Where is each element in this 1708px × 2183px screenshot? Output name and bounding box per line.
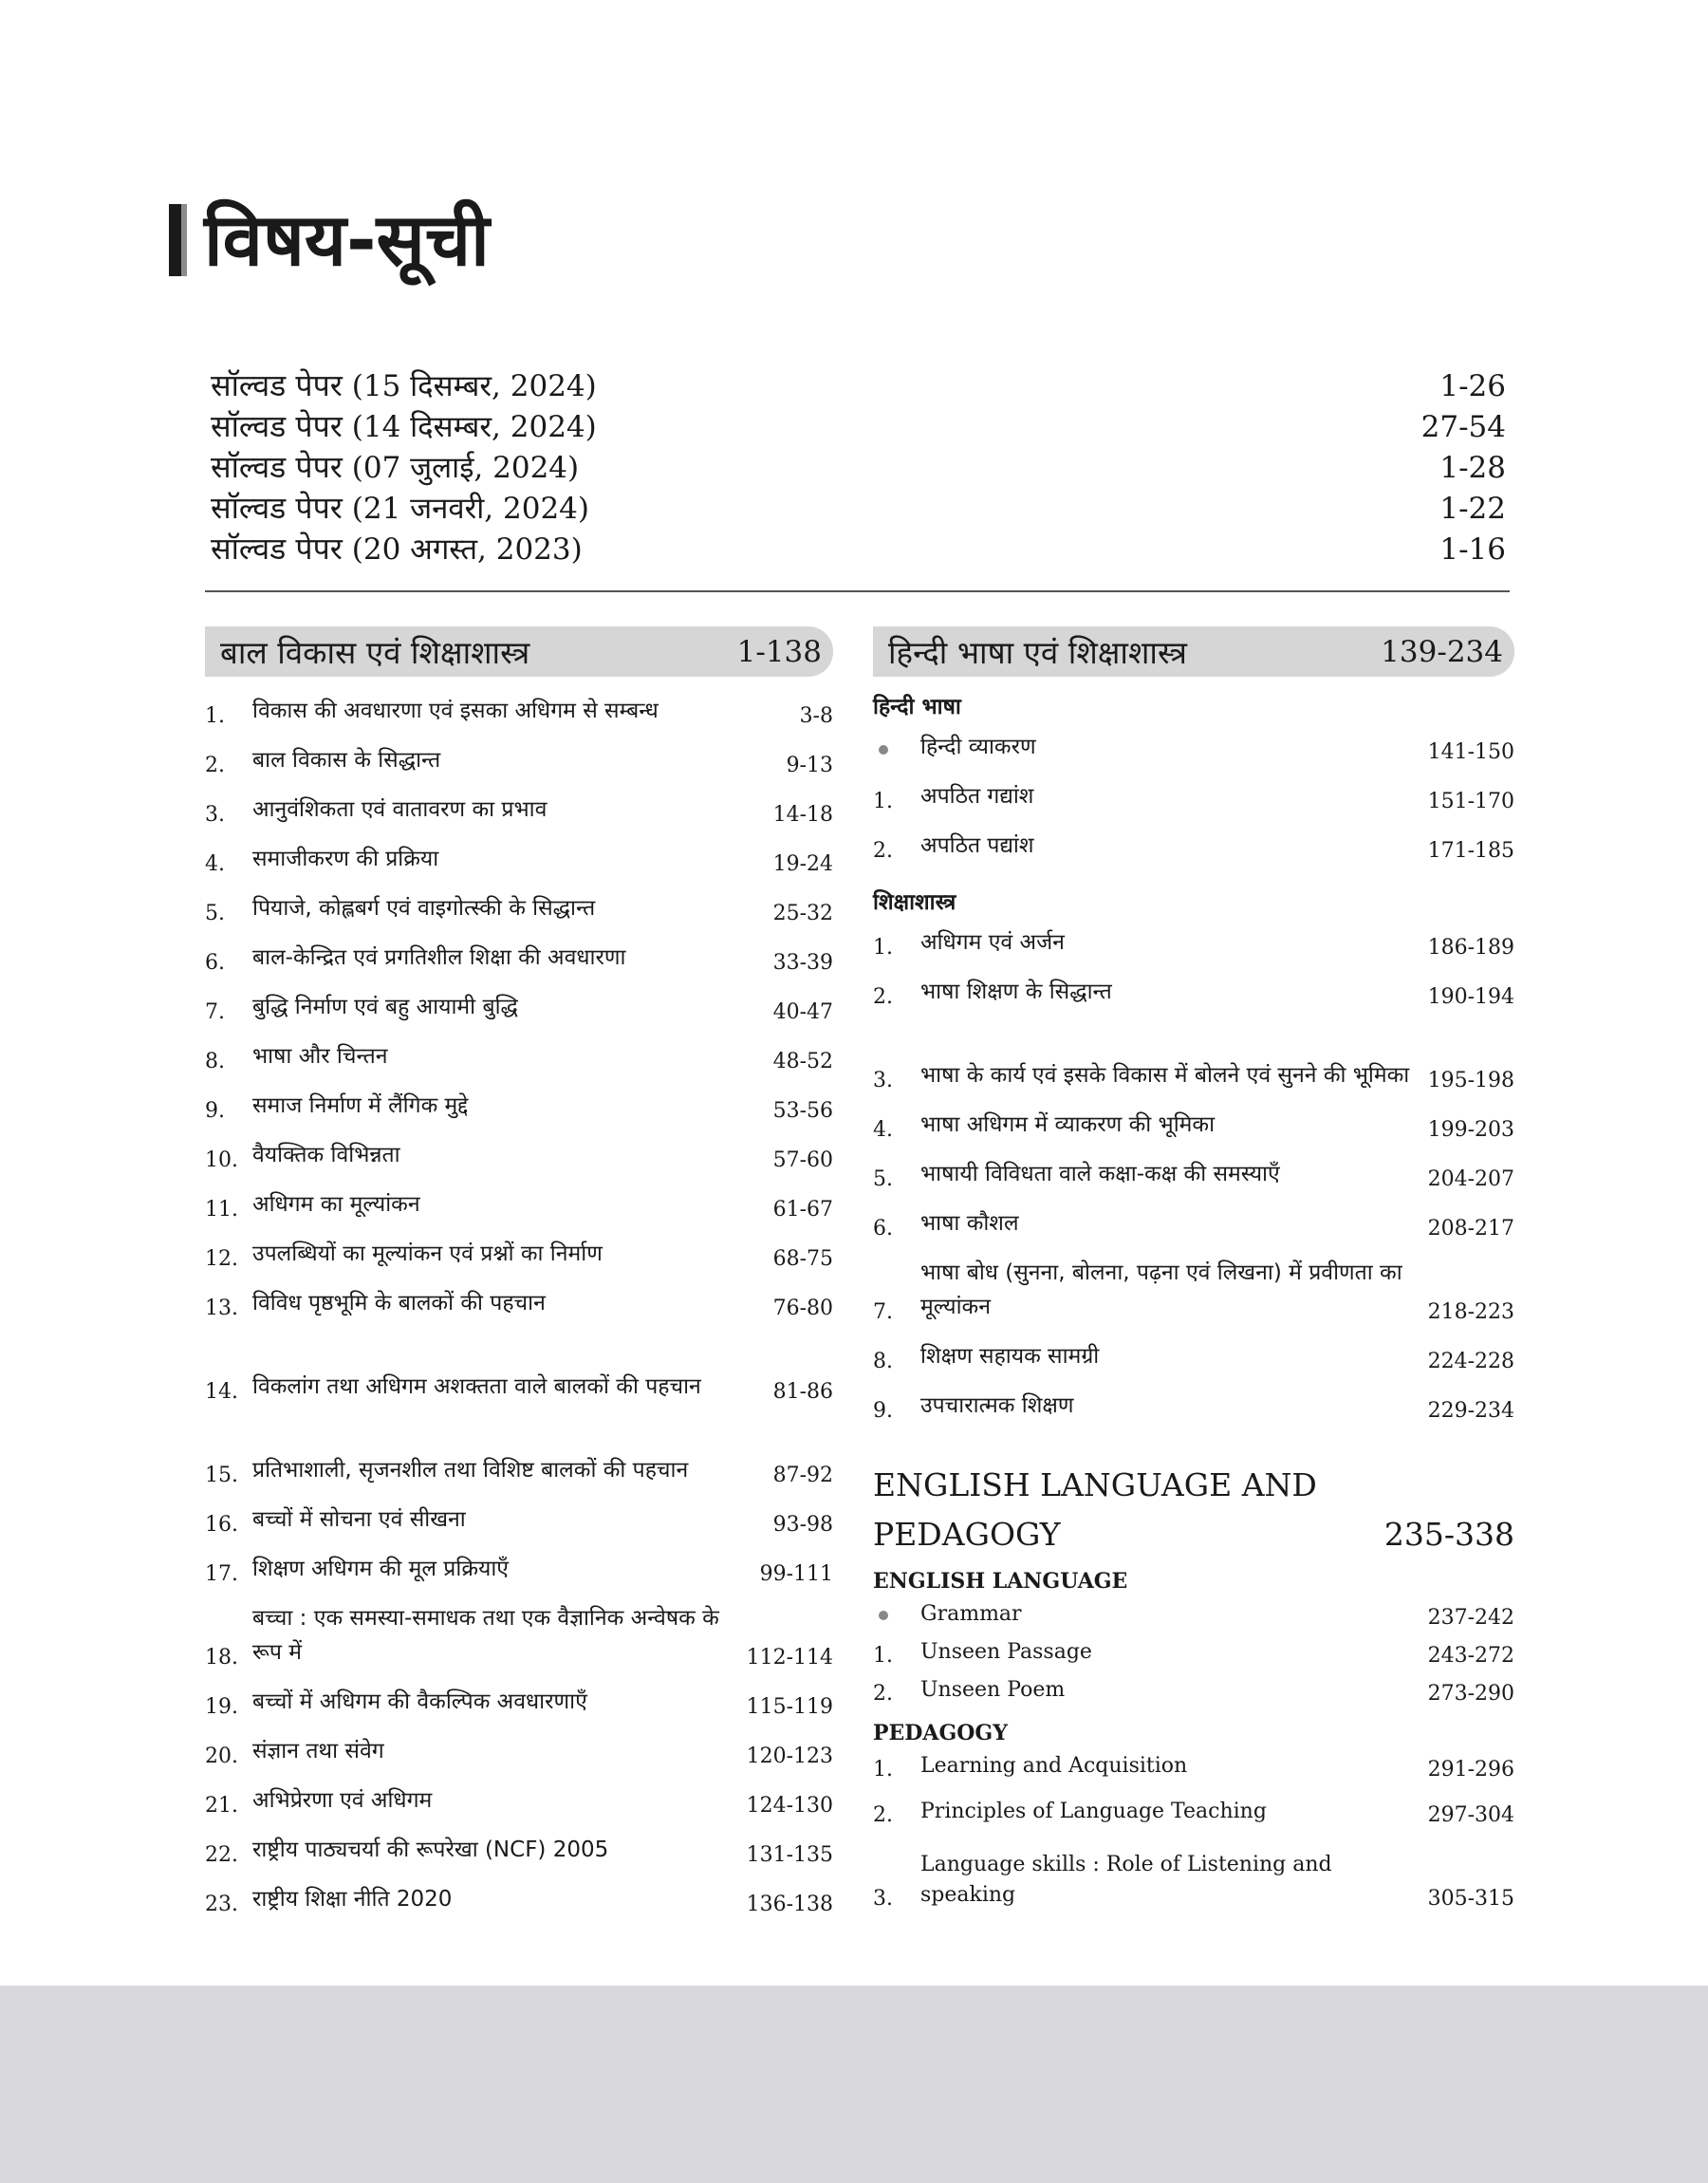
item-number: 9. <box>873 1399 893 1423</box>
item-pages: 195-198 <box>1427 1069 1514 1092</box>
list-item[interactable] <box>205 984 833 1034</box>
item-number: 3. <box>205 803 225 827</box>
english-title-line2: PEDAGOGY <box>873 1516 1061 1553</box>
item-pages: 124-130 <box>746 1794 833 1818</box>
item-number: 6. <box>205 951 225 975</box>
item-title: Principles of Language Teaching <box>920 1800 1267 1823</box>
english-title-line1: ENGLISH LANGUAGE AND <box>873 1466 1317 1503</box>
item-title: विविध पृष्ठभूमि के बालकों की पहचान <box>252 1291 546 1315</box>
item-number: 14. <box>205 1380 238 1404</box>
list-item[interactable] <box>205 1595 833 1679</box>
item-title: राष्ट्रीय शिक्षा नीति 2020 <box>252 1887 453 1912</box>
list-item[interactable] <box>873 1201 1514 1250</box>
item-pages: 14-18 <box>772 803 833 827</box>
section-header-child-development <box>205 626 833 677</box>
item-pages: 40-47 <box>772 1000 833 1024</box>
item-pages: 9-13 <box>786 754 833 777</box>
item-title: Unseen Poem <box>920 1678 1066 1702</box>
item-title: अभिप्रेरणा एवं अधिगम <box>252 1788 433 1813</box>
paper-label: सॉल्वड पेपर <box>211 490 343 526</box>
item-pages: 297-304 <box>1427 1803 1514 1827</box>
item-title: भाषा शिक्षण के सिद्धान्त <box>920 980 1112 1004</box>
item-number: 1. <box>873 1644 893 1668</box>
item-pages: 68-75 <box>772 1247 833 1271</box>
item-number: 15. <box>205 1464 238 1487</box>
item-title: Language skills : Role of Listening and speaking <box>920 1853 1332 1907</box>
item-number: 12. <box>205 1247 238 1271</box>
section-title: बाल विकास एवं शिक्षाशास्त्र <box>220 634 530 671</box>
list-item[interactable] <box>205 1728 833 1778</box>
list-item[interactable] <box>873 1383 1514 1432</box>
item-title: समाजीकरण की प्रक्रिया <box>252 847 439 871</box>
item-title: बाल-केन्द्रित एवं प्रगतिशील शिक्षा की अवधारणा <box>252 945 626 970</box>
item-title: संज्ञान तथा संवेग <box>252 1739 384 1763</box>
item-number: 8. <box>205 1050 225 1073</box>
paper-pages: 1-22 <box>1439 492 1506 526</box>
item-number: 23. <box>205 1893 238 1916</box>
item-title: बच्चा : एक समस्या-समाधक तथा एक वैज्ञानिक अन्वेषक के रूप में <box>252 1606 719 1665</box>
bullet-icon <box>873 1603 920 1630</box>
item-pages: 141-150 <box>1427 740 1514 764</box>
item-title: आनुवंशिकता एवं वातावरण का प्रभाव <box>252 797 548 822</box>
list-item[interactable] <box>205 1413 833 1497</box>
item-title: राष्ट्रीय पाठ्यचर्या की रूपरेखा (NCF) 2005 <box>252 1838 609 1862</box>
item-pages: 19-24 <box>772 852 833 876</box>
item-title: अपठित गद्यांश <box>920 784 1034 809</box>
list-item[interactable] <box>873 1673 1514 1711</box>
item-pages: 120-123 <box>746 1745 833 1768</box>
list-item[interactable] <box>205 688 833 737</box>
item-pages: 199-203 <box>1427 1118 1514 1142</box>
item-number: 9. <box>205 1099 225 1123</box>
item-pages: 115-119 <box>746 1695 833 1719</box>
list-item[interactable] <box>205 1330 833 1413</box>
item-title: शिक्षण अधिगम की मूल प्रक्रियाएँ <box>252 1557 510 1581</box>
item-number: 18. <box>205 1646 238 1670</box>
list-item[interactable] <box>873 1250 1514 1334</box>
item-title: विकास की अवधारणा एवं इसका अधिगम से सम्बन्ध <box>252 699 659 723</box>
paper-label: सॉल्वड पेपर <box>211 449 343 485</box>
item-pages: 224-228 <box>1427 1350 1514 1373</box>
left-items-list <box>205 688 833 1926</box>
item-number: 1. <box>873 1758 893 1782</box>
item-pages: 57-60 <box>772 1148 833 1172</box>
list-item[interactable] <box>873 1749 1514 1787</box>
list-item[interactable] <box>205 1778 833 1827</box>
item-number: 19. <box>205 1695 238 1719</box>
list-item[interactable] <box>873 1334 1514 1383</box>
item-title: अधिगम का मूल्यांकन <box>252 1192 420 1217</box>
paper-pages: 27-54 <box>1420 410 1506 444</box>
list-item[interactable] <box>873 823 1514 872</box>
list-item[interactable] <box>873 1151 1514 1201</box>
paper-date: (20 अगस्त, 2023) <box>351 532 583 567</box>
paper-row[interactable] <box>211 487 1506 528</box>
paper-label: सॉल्वड पेपर <box>211 367 343 403</box>
item-title: हिन्दी व्याकरण <box>920 735 1036 759</box>
item-number: 20. <box>205 1745 238 1768</box>
item-title: अधिगम एवं अर्जन <box>920 930 1065 955</box>
list-item[interactable] <box>205 737 833 787</box>
item-number: 1. <box>873 936 893 960</box>
item-pages: 229-234 <box>1427 1399 1514 1423</box>
paper-date: (15 दिसम्बर, 2024) <box>351 369 597 403</box>
list-item[interactable] <box>205 1497 833 1546</box>
item-number: 1. <box>873 790 893 813</box>
paper-row[interactable] <box>211 446 1506 487</box>
item-title: अपठित पद्यांश <box>920 833 1034 858</box>
item-title: पियाजे, कोह्लबर्ग एवं वाइगोत्स्की के सिद्धान्त <box>252 896 596 921</box>
section-pages: 139-234 <box>1381 634 1503 669</box>
paper-date: (21 जनवरी, 2024) <box>351 492 589 526</box>
item-title: वैयक्तिक विभिन्नता <box>252 1143 400 1167</box>
item-number: 21. <box>205 1794 238 1818</box>
list-item[interactable] <box>205 787 833 836</box>
section-pages: 235-338 <box>1383 1516 1514 1553</box>
item-pages: 93-98 <box>772 1513 833 1537</box>
item-title: भाषा और चिन्तन <box>252 1044 388 1069</box>
item-pages: 131-135 <box>746 1843 833 1867</box>
item-title: विकलांग तथा अधिगम अशक्तता वाले बालकों की पहचान <box>252 1374 701 1399</box>
item-number: 3. <box>873 1069 893 1092</box>
item-title: भाषा के कार्य एवं इसके विकास में बोलने एवं सुनने की भूमिका <box>920 1063 1410 1088</box>
item-title: Unseen Passage <box>920 1640 1092 1664</box>
item-pages: 81-86 <box>772 1380 833 1404</box>
list-item[interactable] <box>873 1787 1514 1837</box>
item-title: उपचारात्मक शिक्षण <box>920 1393 1074 1418</box>
list-item[interactable] <box>873 1635 1514 1673</box>
paper-row[interactable] <box>211 405 1506 446</box>
item-pages: 87-92 <box>772 1464 833 1487</box>
item-number: 4. <box>873 1118 893 1142</box>
item-number: 13. <box>205 1297 238 1320</box>
item-pages: 53-56 <box>772 1099 833 1123</box>
right-column <box>873 626 1514 1920</box>
list-item[interactable] <box>873 724 1514 774</box>
item-title: बाल विकास के सिद्धान्त <box>252 748 441 773</box>
item-pages: 112-114 <box>746 1646 833 1670</box>
list-item[interactable] <box>205 1827 833 1876</box>
item-number: 17. <box>205 1562 238 1586</box>
paper-row[interactable] <box>211 364 1506 405</box>
subheading-hindi-language: हिन्दी भाषा <box>873 695 961 719</box>
item-title: भाषा अधिगम में व्याकरण की भूमिका <box>920 1112 1216 1137</box>
item-number: 22. <box>205 1843 238 1867</box>
item-pages: 190-194 <box>1427 985 1514 1009</box>
paper-label: सॉल्वड पेपर <box>211 408 343 444</box>
item-pages: 243-272 <box>1427 1644 1514 1668</box>
subheading-pedagogy: शिक्षाशास्त्र <box>873 890 956 915</box>
list-item[interactable] <box>873 920 1514 969</box>
paper-pages: 1-28 <box>1439 451 1506 485</box>
item-number: 2. <box>873 1682 893 1706</box>
item-pages: 136-138 <box>746 1893 833 1916</box>
list-item[interactable] <box>205 1083 833 1132</box>
english-title <box>873 1461 1317 1559</box>
item-pages: 33-39 <box>772 951 833 975</box>
item-pages: 25-32 <box>772 902 833 925</box>
paper-pages: 1-26 <box>1439 369 1506 403</box>
item-pages: 48-52 <box>772 1050 833 1073</box>
item-number: 8. <box>873 1350 893 1373</box>
list-item[interactable] <box>873 774 1514 823</box>
item-title: भाषा बोध (सुनना, बोलना, पढ़ना एवं लिखना) में प्रवीणता का मूल्यांकन <box>920 1260 1402 1319</box>
section-header-hindi <box>873 626 1514 677</box>
subheading-english-pedagogy: PEDAGOGY <box>873 1721 1008 1745</box>
item-number: 4. <box>205 852 225 876</box>
list-item[interactable] <box>873 1837 1514 1920</box>
item-number: 7. <box>873 1300 893 1324</box>
list-item[interactable] <box>205 1034 833 1083</box>
footer-band <box>0 1986 1708 2183</box>
item-number: 16. <box>205 1513 238 1537</box>
item-number: 10. <box>205 1148 238 1172</box>
item-number: 5. <box>873 1167 893 1191</box>
paper-row[interactable] <box>211 528 1506 569</box>
left-column <box>205 626 833 1926</box>
item-pages: 273-290 <box>1427 1682 1514 1706</box>
item-pages: 186-189 <box>1427 936 1514 960</box>
item-pages: 61-67 <box>772 1198 833 1222</box>
item-pages: 99-111 <box>759 1562 833 1586</box>
list-item[interactable] <box>205 1231 833 1280</box>
item-title: शिक्षण सहायक सामग्री <box>920 1344 1100 1369</box>
item-pages: 76-80 <box>772 1297 833 1320</box>
item-title: समाज निर्माण में लैंगिक मुद्दे <box>252 1093 469 1118</box>
list-item[interactable] <box>873 1597 1514 1635</box>
list-item[interactable] <box>873 969 1514 1018</box>
section-title: हिन्दी भाषा एवं शिक्षाशास्त्र <box>888 634 1188 671</box>
item-title: भाषा कौशल <box>920 1211 1019 1236</box>
item-pages: 151-170 <box>1427 790 1514 813</box>
list-item[interactable] <box>205 836 833 886</box>
item-pages: 305-315 <box>1427 1887 1514 1911</box>
paper-date: (14 दिसम्बर, 2024) <box>351 410 597 444</box>
list-item[interactable] <box>205 1679 833 1728</box>
item-number: 1. <box>205 704 225 728</box>
item-title: भाषायी विविधता वाले कक्षा-कक्ष की समस्याएँ <box>920 1162 1280 1186</box>
item-number: 2. <box>205 754 225 777</box>
section-pages: 1-138 <box>736 634 822 669</box>
item-title: बुद्धि निर्माण एवं बहु आयामी बुद्धि <box>252 995 518 1019</box>
subheading-english-language: ENGLISH LANGUAGE <box>873 1569 1128 1594</box>
list-item[interactable] <box>205 1182 833 1231</box>
paper-label: सॉल्वड पेपर <box>211 531 343 567</box>
list-item[interactable] <box>205 1546 833 1595</box>
item-number: 3. <box>873 1887 893 1911</box>
list-item[interactable] <box>873 1102 1514 1151</box>
item-pages: 204-207 <box>1427 1167 1514 1191</box>
list-item[interactable] <box>873 1018 1514 1102</box>
paper-pages: 1-16 <box>1439 532 1506 567</box>
item-title: Grammar <box>920 1602 1022 1626</box>
bullet-icon <box>873 737 920 764</box>
item-number: 2. <box>873 839 893 863</box>
solved-papers-list <box>211 364 1506 569</box>
list-item[interactable] <box>205 1876 833 1926</box>
item-number: 2. <box>873 985 893 1009</box>
item-pages: 208-217 <box>1427 1217 1514 1241</box>
item-number: 6. <box>873 1217 893 1241</box>
item-title: बच्चों में अधिगम की वैकल्पिक अवधारणाएँ <box>252 1689 587 1714</box>
item-number: 5. <box>205 902 225 925</box>
item-title: Learning and Acquisition <box>920 1754 1188 1778</box>
title-text: विषय-सूची <box>204 197 490 282</box>
list-item[interactable] <box>205 1280 833 1330</box>
item-title: बच्चों में सोचना एवं सीखना <box>252 1507 466 1532</box>
item-number: 11. <box>205 1198 238 1222</box>
list-item[interactable] <box>205 935 833 984</box>
item-pages: 291-296 <box>1427 1758 1514 1782</box>
item-title: प्रतिभाशाली, सृजनशील तथा विशिष्ट बालकों की पहचान <box>252 1458 689 1483</box>
item-pages: 218-223 <box>1427 1300 1514 1324</box>
item-pages: 171-185 <box>1427 839 1514 863</box>
section-header-english <box>873 1461 1514 1559</box>
item-title: उपलब्धियों का मूल्यांकन एवं प्रश्नों का निर्माण <box>252 1241 603 1266</box>
title-bar-icon <box>169 204 187 276</box>
paper-date: (07 जुलाई, 2024) <box>351 451 580 485</box>
item-pages: 3-8 <box>799 704 833 728</box>
list-item[interactable] <box>205 886 833 935</box>
item-number: 2. <box>873 1803 893 1827</box>
item-number: 7. <box>205 1000 225 1024</box>
item-pages: 237-242 <box>1427 1606 1514 1630</box>
divider <box>205 590 1510 592</box>
page-title <box>169 197 490 282</box>
list-item[interactable] <box>205 1132 833 1182</box>
